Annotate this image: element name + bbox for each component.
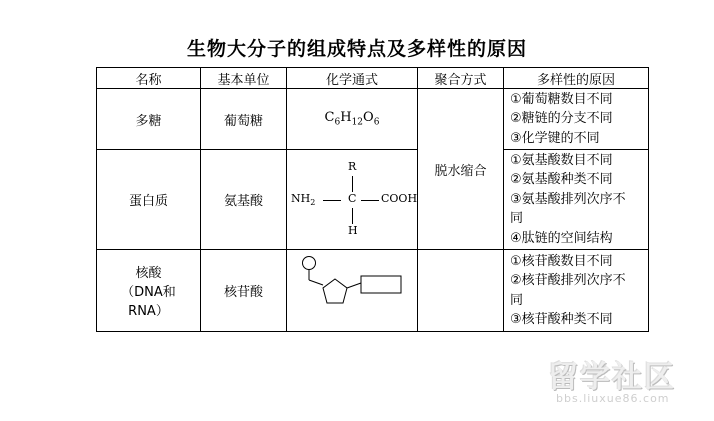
- watermark-logo: [548, 352, 708, 412]
- header-polymerization: 聚合方式: [418, 68, 504, 89]
- header-name: 名称: [97, 68, 201, 89]
- base-icon: [361, 276, 401, 293]
- table-header-row: [97, 68, 649, 89]
- cell-formula-glucose: $C_6H_{12}O_6$: [287, 89, 418, 150]
- cell-reasons: [504, 250, 649, 332]
- macromolecule-table: [96, 67, 649, 332]
- cell-formula-amino-acid: [287, 150, 418, 250]
- table-row: [97, 250, 649, 332]
- reason-item: ③化学键的不同: [510, 130, 600, 146]
- amino-acid-structure: [287, 152, 417, 248]
- central-carbon-label: C: [348, 191, 357, 205]
- r-group-label: R: [348, 159, 357, 173]
- page-title: 生物大分子的组成特点及多样性的原因: [186, 38, 527, 60]
- cell-reasons: [504, 89, 649, 150]
- cell-unit: 氨基酸: [201, 150, 287, 250]
- reason-item: ④肽链的空间结构: [510, 230, 613, 246]
- table-row: [97, 150, 649, 250]
- pentose-icon: [323, 279, 347, 303]
- cell-formula-nucleotide: [287, 250, 418, 332]
- reason-item: ①葡萄糖数目不同: [510, 91, 613, 107]
- reason-item: ②核苷酸排列次序不: [510, 273, 626, 288]
- reason-item: 同: [510, 211, 524, 227]
- phosphate-icon: [303, 256, 316, 269]
- cell-unit: 葡萄糖: [201, 89, 287, 150]
- cell-unit: 核苷酸: [201, 250, 287, 332]
- table-row: [97, 89, 649, 150]
- reason-item: ②氨基酸种类不同: [510, 172, 613, 188]
- reason-item: 同: [510, 292, 524, 308]
- watermark-url: bbs.liuxue86.com: [556, 392, 670, 405]
- reason-item: ③核苷酸种类不同: [510, 312, 613, 327]
- reason-item: ③氨基酸排列次序不: [510, 191, 626, 207]
- cell-polymerization-empty: [418, 250, 504, 332]
- header-reasons: 多样性的原因: [504, 68, 649, 89]
- nucleotide-diagram: [297, 254, 407, 324]
- hydrogen-label: H: [348, 223, 358, 237]
- reason-item: ①核苷酸数目不同: [510, 253, 613, 269]
- header-formula: 化学通式: [287, 68, 418, 89]
- carboxyl-group-label: COOH: [381, 191, 418, 205]
- cell-name: 蛋白质: [97, 150, 201, 250]
- reason-item: ②糖链的分支不同: [510, 111, 613, 127]
- cell-name: 核酸 （DNA和 RNA）: [97, 250, 201, 332]
- amino-group-label: $NH_2$: [291, 191, 316, 207]
- header-unit: 基本单位: [201, 68, 287, 89]
- reason-item: ①氨基酸数目不同: [510, 152, 613, 168]
- cell-polymerization: 脱水缩合: [418, 89, 504, 250]
- watermark-text: 留学社区: [548, 360, 676, 395]
- cell-name: 多糖: [97, 89, 201, 150]
- cell-reasons: [504, 150, 649, 250]
